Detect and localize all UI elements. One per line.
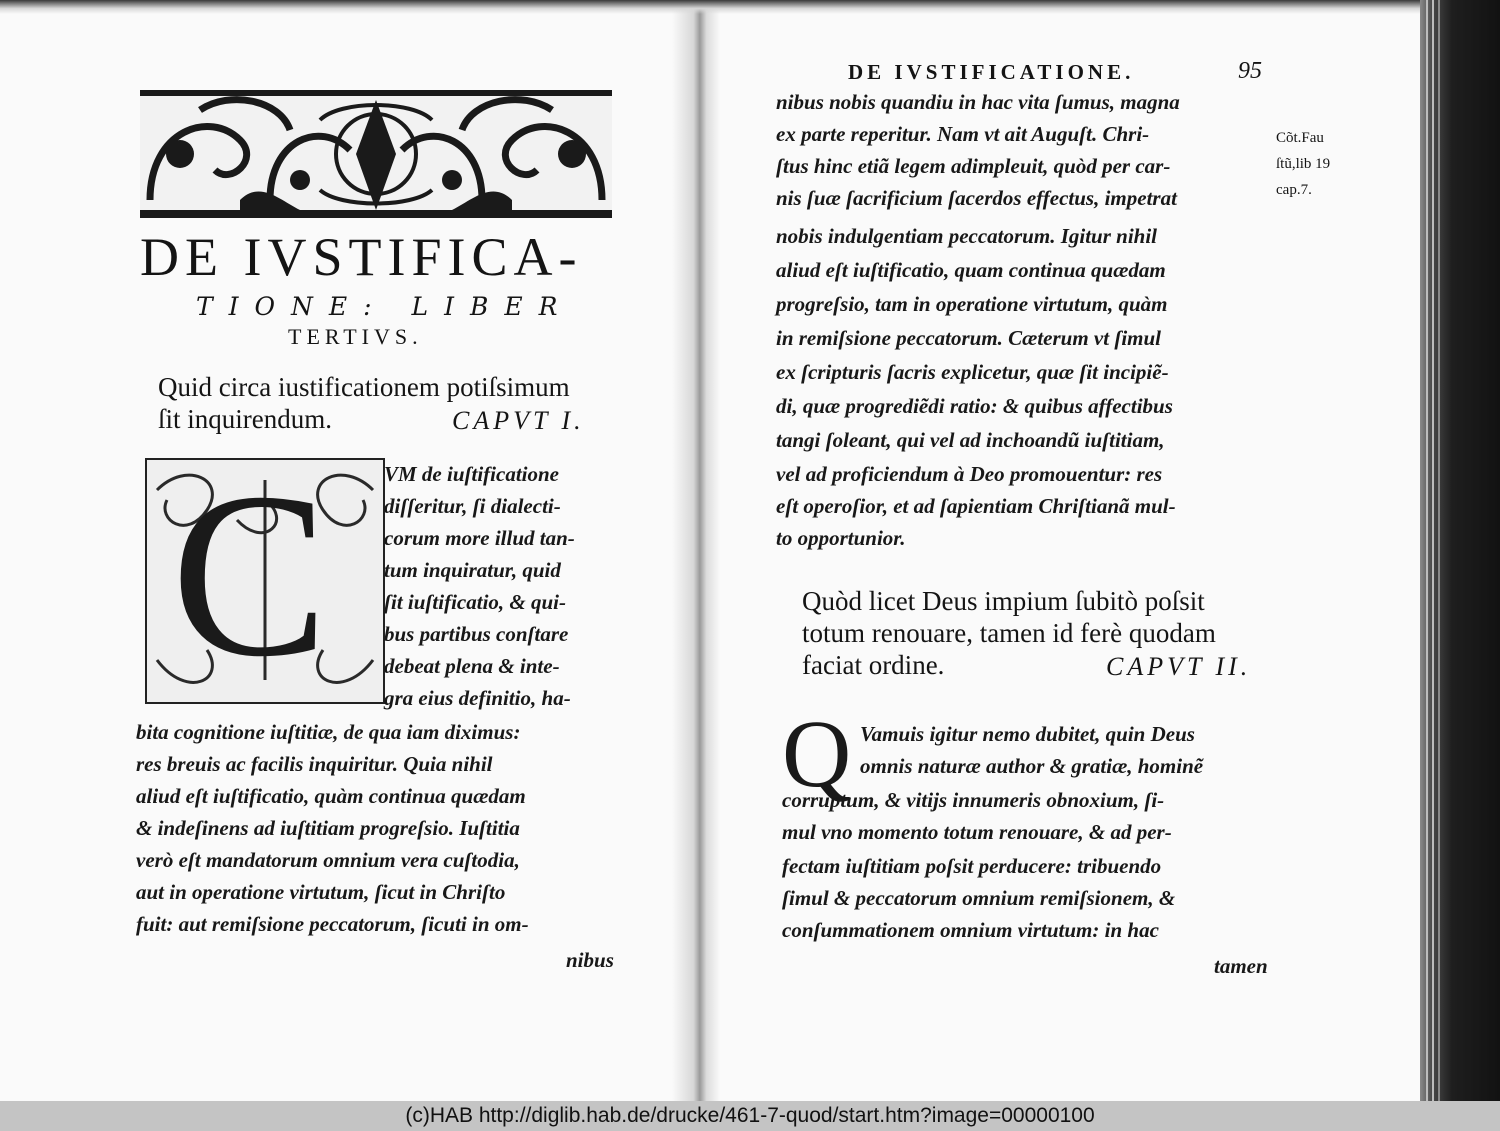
body-line-4: & indeſinens ad iuſtitiam progreſsio. Iuſtitia bbox=[136, 816, 520, 840]
body-line-5: verò eſt mandatorum omnium vera cuſtodia, bbox=[136, 848, 520, 872]
chapter2-caput: CAPVT II. bbox=[1106, 652, 1252, 681]
chapter2-heading-line3: faciat ordine. bbox=[802, 650, 945, 680]
book-gutter bbox=[672, 0, 720, 1101]
cap-line-2: diſſeritur, ſi dialecti- bbox=[384, 494, 561, 518]
cap-line-6: bus partibus conſtare bbox=[384, 622, 569, 646]
right-body-line-1: nibus nobis quandiu in hac vita ſumus, magna bbox=[776, 90, 1180, 114]
footer-credit: (c)HAB http://diglib.hab.de/drucke/461-7-quod/start.htm?image=00000100 bbox=[0, 1101, 1500, 1131]
right-body2-line-4: ſimul & peccatorum omnium remiſsionem, & bbox=[782, 886, 1176, 910]
chapter1-caput: CAPVT I. bbox=[452, 406, 585, 435]
right-body2-line-1: corruptum, & vitijs innumeris obnoxium, ſi- bbox=[782, 788, 1165, 812]
body-line-7: fuit: aut remiſsione peccatorum, ſicuti in om- bbox=[136, 912, 529, 936]
margin-note-line-1: Cõt.Fau bbox=[1276, 130, 1324, 146]
cap-line-3: corum more illud tan- bbox=[384, 526, 575, 550]
cap-line-5: ſit iuſtificatio, & qui- bbox=[384, 590, 566, 614]
book-subtitle-second: TERTIVS. bbox=[288, 324, 423, 349]
right-body-line-2: ex parte reperitur. Nam vt ait Auguſt. Chri- bbox=[776, 122, 1150, 146]
chapter2-heading-line1: Quòd licet Deus impium ſubitò poſsit bbox=[802, 586, 1205, 616]
right-body-line-12: vel ad proficiendum à Deo promouentur: res bbox=[776, 462, 1163, 486]
right-body2-line-5: conſummationem omnium virtutum: in hac bbox=[782, 918, 1159, 942]
cap-line-7: debeat plena & inte- bbox=[384, 654, 560, 678]
right-catchword: tamen bbox=[1214, 954, 1268, 978]
right-body-line-14: to opportunior. bbox=[776, 526, 906, 550]
decorative-headpiece bbox=[140, 90, 612, 218]
right-body-line-4: nis ſuæ ſacrificium ſacerdos effectus, impetrat bbox=[776, 186, 1177, 210]
margin-note-line-2: ſtũ,lib 19 bbox=[1276, 156, 1331, 172]
right-body-line-9: ex ſcripturis ſacris explicetur, quæ ſit incipiẽ- bbox=[776, 360, 1169, 384]
book-subtitle: TIONE: LIBER bbox=[196, 292, 574, 321]
right-body-line-3: ſtus hinc etiã legem adimpleuit, quòd per car- bbox=[776, 154, 1171, 178]
body-line-1: bita cognitione iuſtitiæ, de qua iam diximus: bbox=[136, 720, 521, 744]
chapter1-heading-line2: ſit inquirendum. bbox=[158, 404, 332, 434]
left-page bbox=[0, 0, 700, 1101]
body-line-2: res breuis ac facilis inquiritur. Quia nihil bbox=[136, 752, 493, 776]
right-body-line-13: eſt operoſior, et ad ſapientiam Chriſtianã mul- bbox=[776, 494, 1176, 518]
right-body-line-10: di, quæ progrediẽdi ratio: & quibus affectibus bbox=[776, 394, 1173, 418]
right-body-line-8: in remiſsione peccatorum. Cæterum vt ſimul bbox=[776, 326, 1162, 350]
right-body-line-6: aliud eſt iuſtificatio, quam continua quædam bbox=[776, 258, 1166, 282]
right-body-line-11: tangi ſoleant, qui vel ad inchoandũ iuſtitiam, bbox=[776, 428, 1165, 452]
cap-line-1: VM de iuſtificatione bbox=[384, 462, 559, 486]
top-shadow bbox=[0, 0, 1422, 14]
cap-line-8: gra eius definitio, ha- bbox=[384, 686, 571, 710]
running-head: DE IVSTIFICATIONE. bbox=[848, 60, 1135, 84]
margin-note-line-3: cap.7. bbox=[1276, 182, 1312, 198]
right-body-line-5: nobis indulgentiam peccatorum. Igitur nihil bbox=[776, 224, 1158, 248]
book-title: DE IVSTIFICA- bbox=[140, 227, 583, 287]
page-number: 95 bbox=[1238, 58, 1262, 84]
body-line-3: aliud eſt iuſtificatio, quàm continua quædam bbox=[136, 784, 526, 808]
drop-cap-letter: C bbox=[171, 458, 329, 704]
q-cap-line-2: omnis naturæ author & gratiæ, hominẽ bbox=[860, 754, 1204, 778]
drop-cap-q: Q bbox=[782, 700, 852, 807]
body-line-6: aut in operatione virtutum, ſicut in Chriſto bbox=[136, 880, 506, 904]
right-body2-line-2: mul vno momento totum renouare, & ad per- bbox=[782, 820, 1172, 844]
drop-cap-c-block bbox=[145, 458, 385, 704]
q-cap-line-1: Vamuis igitur nemo dubitet, quin Deus bbox=[860, 722, 1195, 746]
right-body-line-7: progreſsio, tam in operatione virtutum, quàm bbox=[776, 292, 1168, 316]
cap-line-4: tum inquiratur, quid bbox=[384, 558, 561, 582]
chapter2-heading-line2: totum renouare, tamen id ferè quodam bbox=[802, 618, 1216, 648]
catchword: nibus bbox=[566, 948, 614, 972]
book-edge bbox=[1420, 0, 1500, 1101]
right-body2-line-3: fectam iuſtitiam poſsit perducere: tribuendo bbox=[782, 854, 1162, 878]
chapter1-heading-line1: Quid circa iustificationem potiſsimum bbox=[158, 372, 570, 402]
